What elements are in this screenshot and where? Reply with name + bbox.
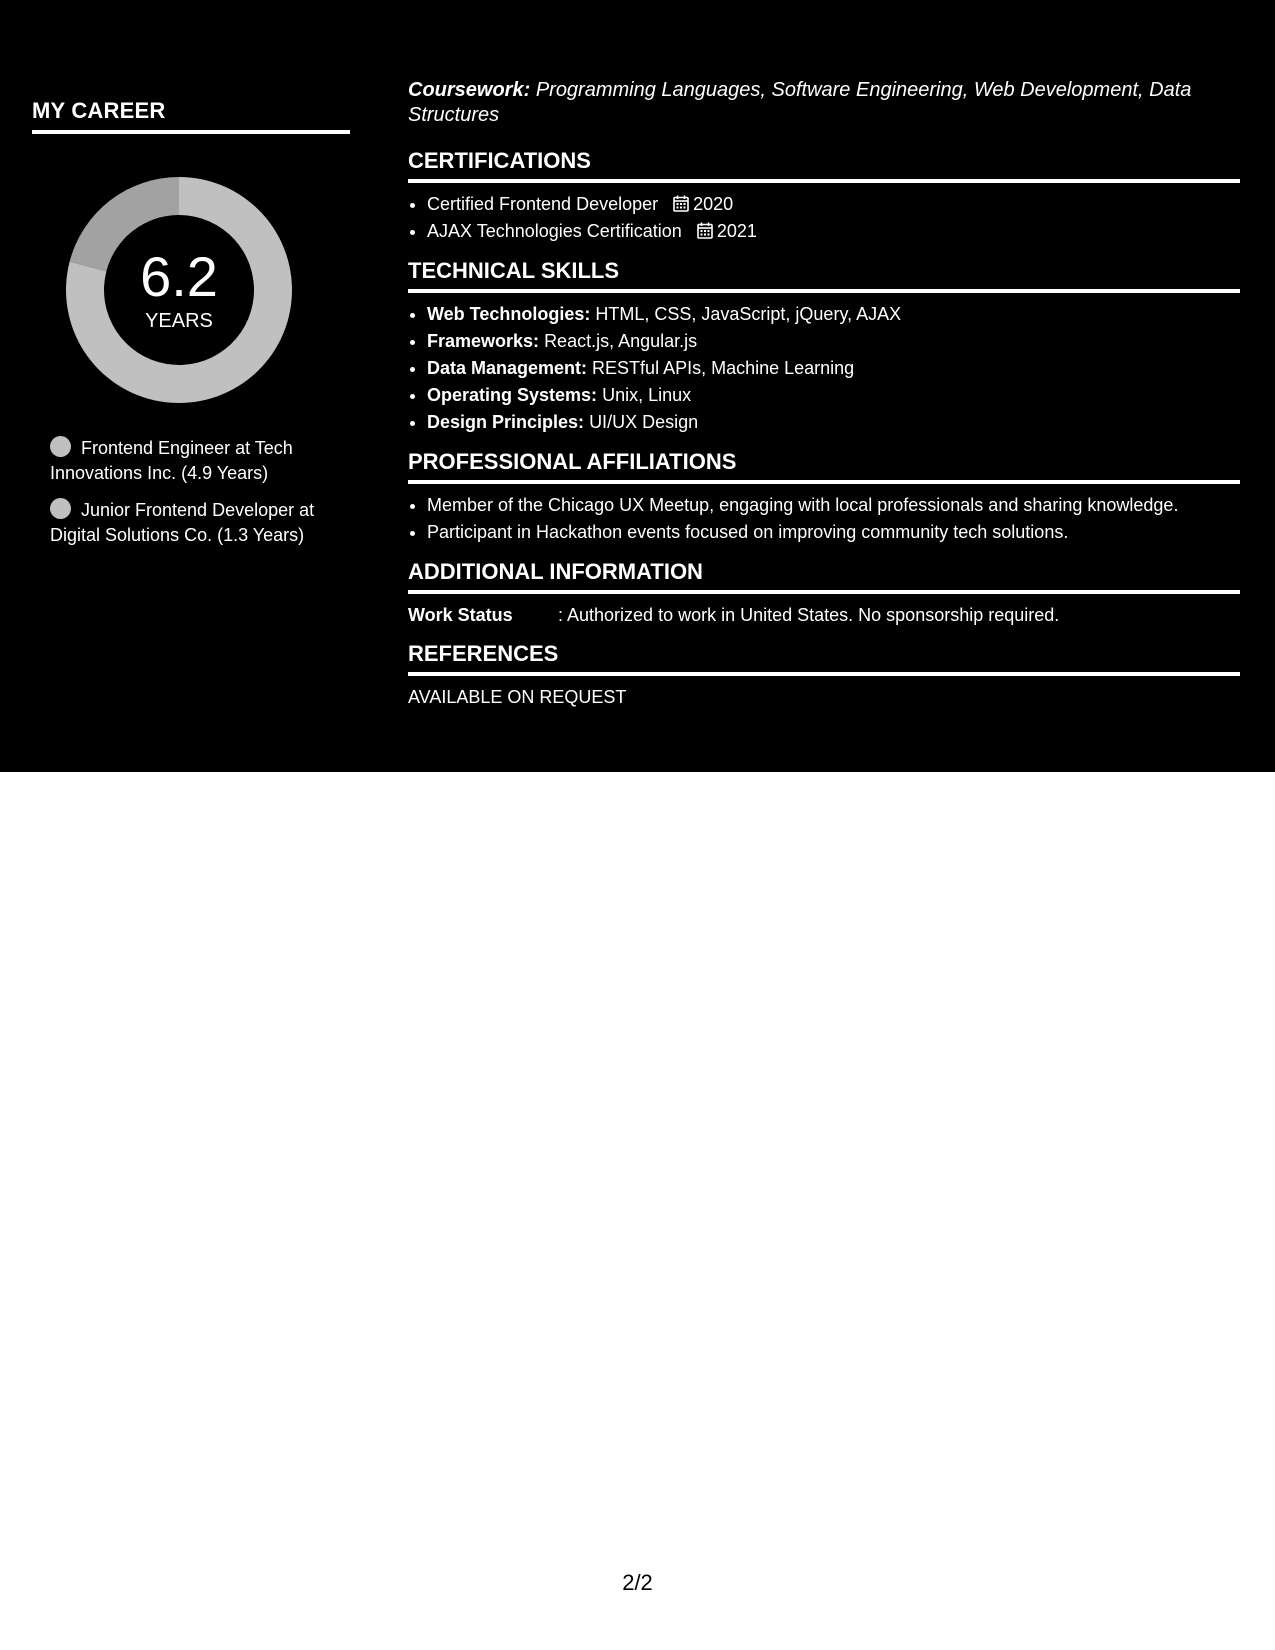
legend-dot-icon	[50, 436, 71, 457]
legend-item-text: Frontend Engineer at Tech Innovations Inc. (4.9 Years)	[50, 438, 293, 483]
total-years-label: YEARS	[145, 310, 213, 332]
skill-label: Web Technologies:	[427, 304, 591, 324]
page-number: 2/2	[622, 1570, 653, 1595]
additional-info-heading: ADDITIONAL INFORMATION	[408, 559, 1240, 594]
skill-item	[427, 355, 1240, 382]
total-years-value: 6.2	[140, 245, 218, 308]
affiliation-item: • Member of the Chicago UX Meetup, engaging with local professionals and sharing knowledge.	[427, 492, 1240, 519]
legend-item	[50, 498, 350, 548]
skill-item	[427, 409, 1240, 436]
certification-item	[427, 191, 1240, 218]
main-content	[408, 78, 1240, 723]
references-text: AVAILABLE ON REQUEST	[408, 687, 627, 707]
skill-value: RESTful APIs, Machine Learning	[592, 358, 855, 378]
sidebar	[0, 0, 382, 772]
work-status-value: : Authorized to work in United States. No sponsorship required.	[558, 605, 1060, 625]
references-heading: REFERENCES	[408, 641, 1240, 676]
affiliation-item: • Participant in Hackathon events focused on improving community tech solutions.	[427, 519, 1240, 546]
certifications-heading: CERTIFICATIONS	[408, 148, 1240, 183]
certification-year-text: 2020	[693, 194, 734, 214]
coursework	[408, 78, 1240, 128]
work-status-label: Work Status	[408, 605, 513, 625]
affiliations-section	[408, 449, 1240, 546]
coursework-text: Programming Languages, Software Engineering, Web Development, Data Structures	[408, 79, 1192, 126]
certifications-section	[408, 148, 1240, 245]
career-heading: MY CAREER	[32, 98, 350, 134]
skill-value: Unix, Linux	[602, 385, 692, 405]
legend-item-text: Junior Frontend Developer at Digital Solutions Co. (1.3 Years)	[50, 500, 315, 545]
additional-info-section	[408, 559, 1240, 628]
legend-item	[50, 436, 350, 486]
skill-item	[427, 382, 1240, 409]
certification-name: Certified Frontend Developer	[427, 194, 659, 214]
career-legend	[50, 436, 350, 560]
skill-label: Data Management:	[427, 358, 588, 378]
skill-value: HTML, CSS, JavaScript, jQuery, AJAX	[595, 304, 902, 324]
skills-list	[408, 301, 1240, 436]
certification-year-text: 2021	[716, 221, 757, 241]
certification-year	[697, 221, 757, 241]
legend-dot-icon	[50, 498, 71, 519]
skill-value: React.js, Angular.js	[544, 331, 698, 351]
calendar-icon	[673, 195, 689, 212]
skill-value: UI/UX Design	[589, 412, 699, 432]
affiliations-list	[408, 492, 1240, 546]
skill-item	[427, 328, 1240, 355]
certification-name: AJAX Technologies Certification	[427, 221, 682, 241]
affiliations-heading: PROFESSIONAL AFFILIATIONS	[408, 449, 1240, 484]
skill-item	[427, 301, 1240, 328]
skill-label: Frameworks:	[427, 331, 540, 351]
coursework-label: Coursework:	[408, 79, 531, 101]
resume-page-band	[0, 0, 1275, 772]
skills-heading: TECHNICAL SKILLS	[408, 258, 1240, 293]
skills-section	[408, 258, 1240, 436]
references-section	[408, 641, 1240, 710]
certifications-list	[408, 191, 1240, 245]
certification-item	[427, 218, 1240, 245]
skill-label: Design Principles:	[427, 412, 585, 432]
certification-year	[673, 194, 733, 214]
career-donut-chart	[66, 177, 292, 403]
work-status-row	[408, 602, 1240, 628]
calendar-icon	[697, 222, 713, 239]
skill-label: Operating Systems:	[427, 385, 598, 405]
